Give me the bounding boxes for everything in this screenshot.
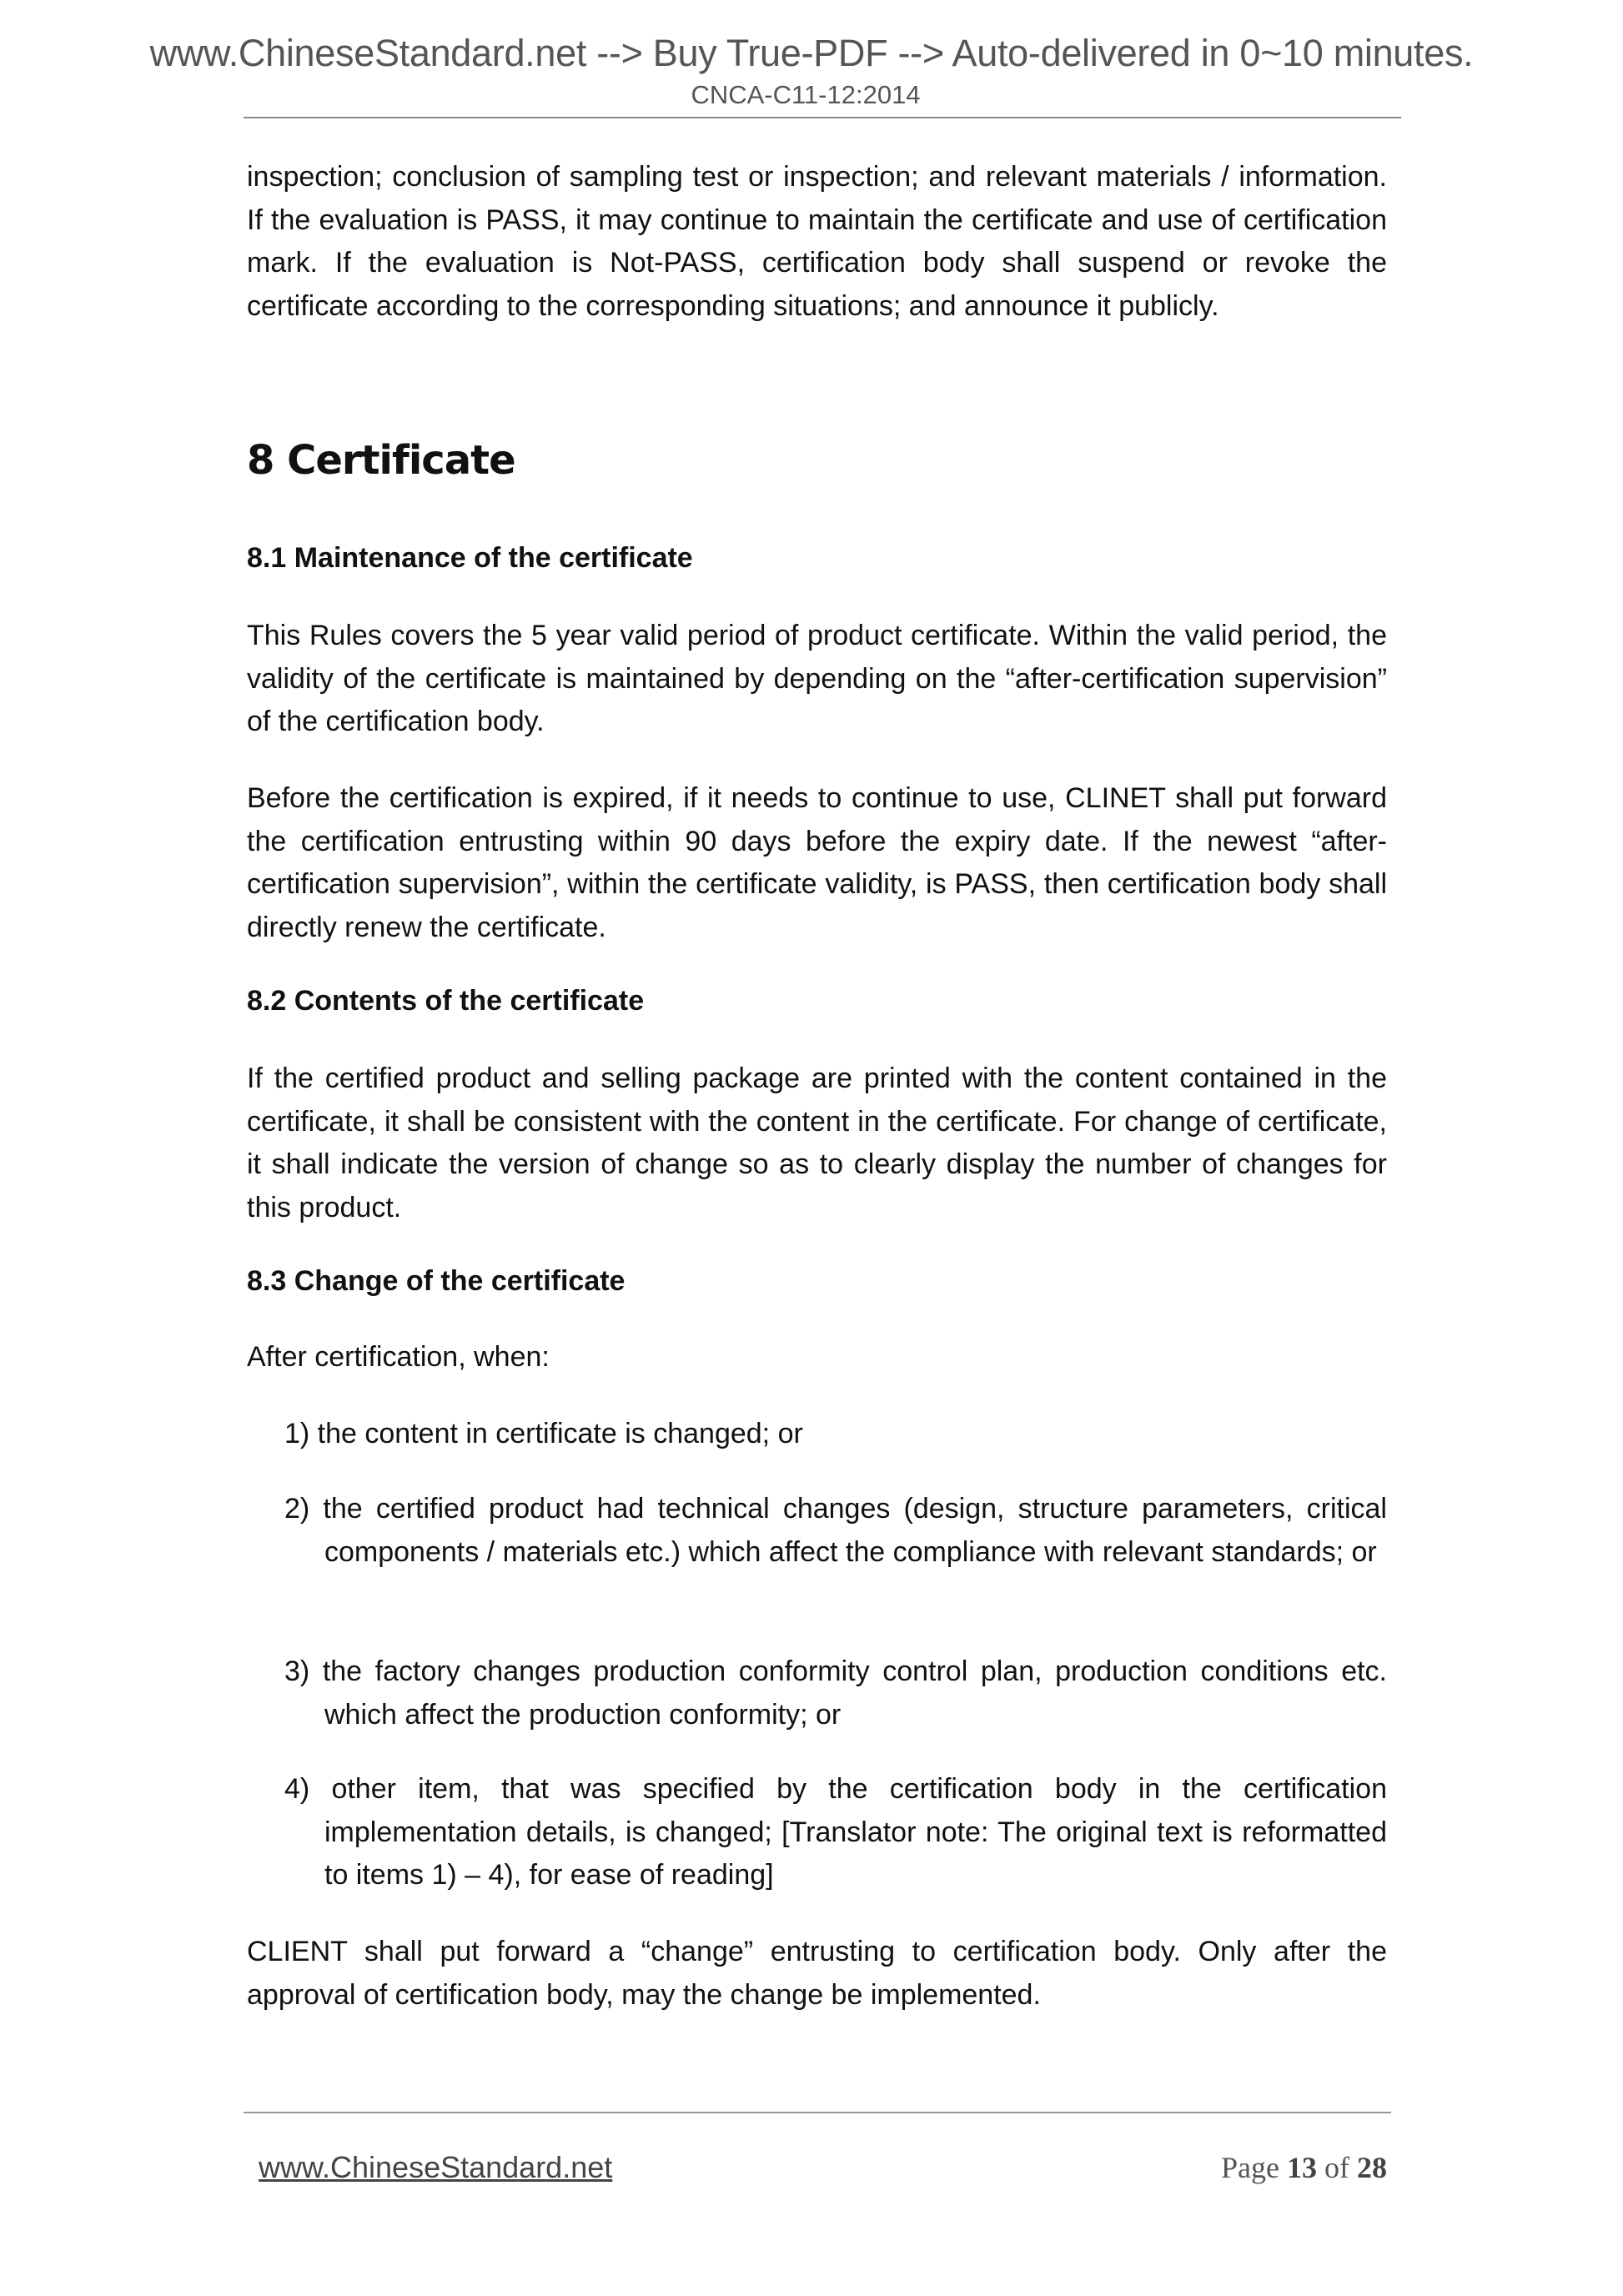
heading-8-1: 8.1 Maintenance of the certificate — [247, 542, 693, 574]
heading-8-2: 8.2 Contents of the certificate — [247, 985, 645, 1017]
header-divider — [244, 117, 1401, 118]
of-word: of — [1324, 2151, 1349, 2184]
list-item: 2) the certified product had technical changes (design, structure parameters, critical components / materials etc.) which affect the compliance with relevant standards; or — [284, 1493, 1387, 1568]
paragraph-8-3-change: CLIENT shall put forward a “change” entrusting to certification body. Only after the approval of certification body, may the change be implemented. — [247, 1936, 1387, 2011]
list-item: 3) the factory changes production conformity control plan, production conditions etc. which affect the production conformity; or — [284, 1655, 1387, 1731]
footer-website-link[interactable]: www.ChineseStandard.net — [259, 2150, 613, 2184]
page-indicator — [917, 2150, 1387, 2185]
header-banner: www.ChineseStandard.net --> Buy True-PDF --> Auto-delivered in 0~10 minutes. — [149, 32, 1474, 74]
page-word: Page — [1221, 2151, 1279, 2184]
list-item: 4) other item, that was specified by the certification body in the certification implementation details, is changed; [Translator note: The original text is reformatted to items 1) – 4), for ease of reading] — [284, 1773, 1387, 1891]
section-heading-certificate: 8 Certificate — [247, 437, 515, 484]
paragraph-8-1-validity: This Rules covers the 5 year valid period of product certificate. Within the valid period, the validity of the certificate is maintained by depending on the “after-certification supervision” of the certification body. — [247, 620, 1387, 737]
paragraph-evaluation: inspection; conclusion of sampling test or inspection; and relevant materials / information. If the evaluation is PASS, it may continue to maintain the certificate and use of certification mark. If the evaluation is Not-PASS, certification body shall suspend or revoke the certificate according to the corresponding situations; and announce it publicly. — [247, 161, 1387, 322]
paragraph-8-1-renewal: Before the certification is expired, if it needs to continue to use, CLINET shall put forward the certification entrusting within 90 days before the expiry date. If the newest “after-certification supervision”, within the certificate validity, is PASS, then certification body shall directly renew the certificate. — [247, 782, 1387, 943]
list-item: 1) the content in certificate is changed; or — [284, 1418, 803, 1449]
page-current: 13 — [1287, 2151, 1317, 2184]
footer-divider — [244, 2112, 1391, 2113]
page-total: 28 — [1357, 2151, 1387, 2184]
paragraph-8-3-intro: After certification, when: — [247, 1341, 550, 1373]
document-number: CNCA-C11-12:2014 — [691, 80, 921, 109]
heading-8-3: 8.3 Change of the certificate — [247, 1265, 626, 1297]
paragraph-8-2-contents: If the certified product and selling package are printed with the content contained in the certificate, it shall be consistent with the content in the certificate. For change of certificate, it shall indicate the version of change so as to clearly display the number of changes for this product. — [247, 1063, 1387, 1223]
